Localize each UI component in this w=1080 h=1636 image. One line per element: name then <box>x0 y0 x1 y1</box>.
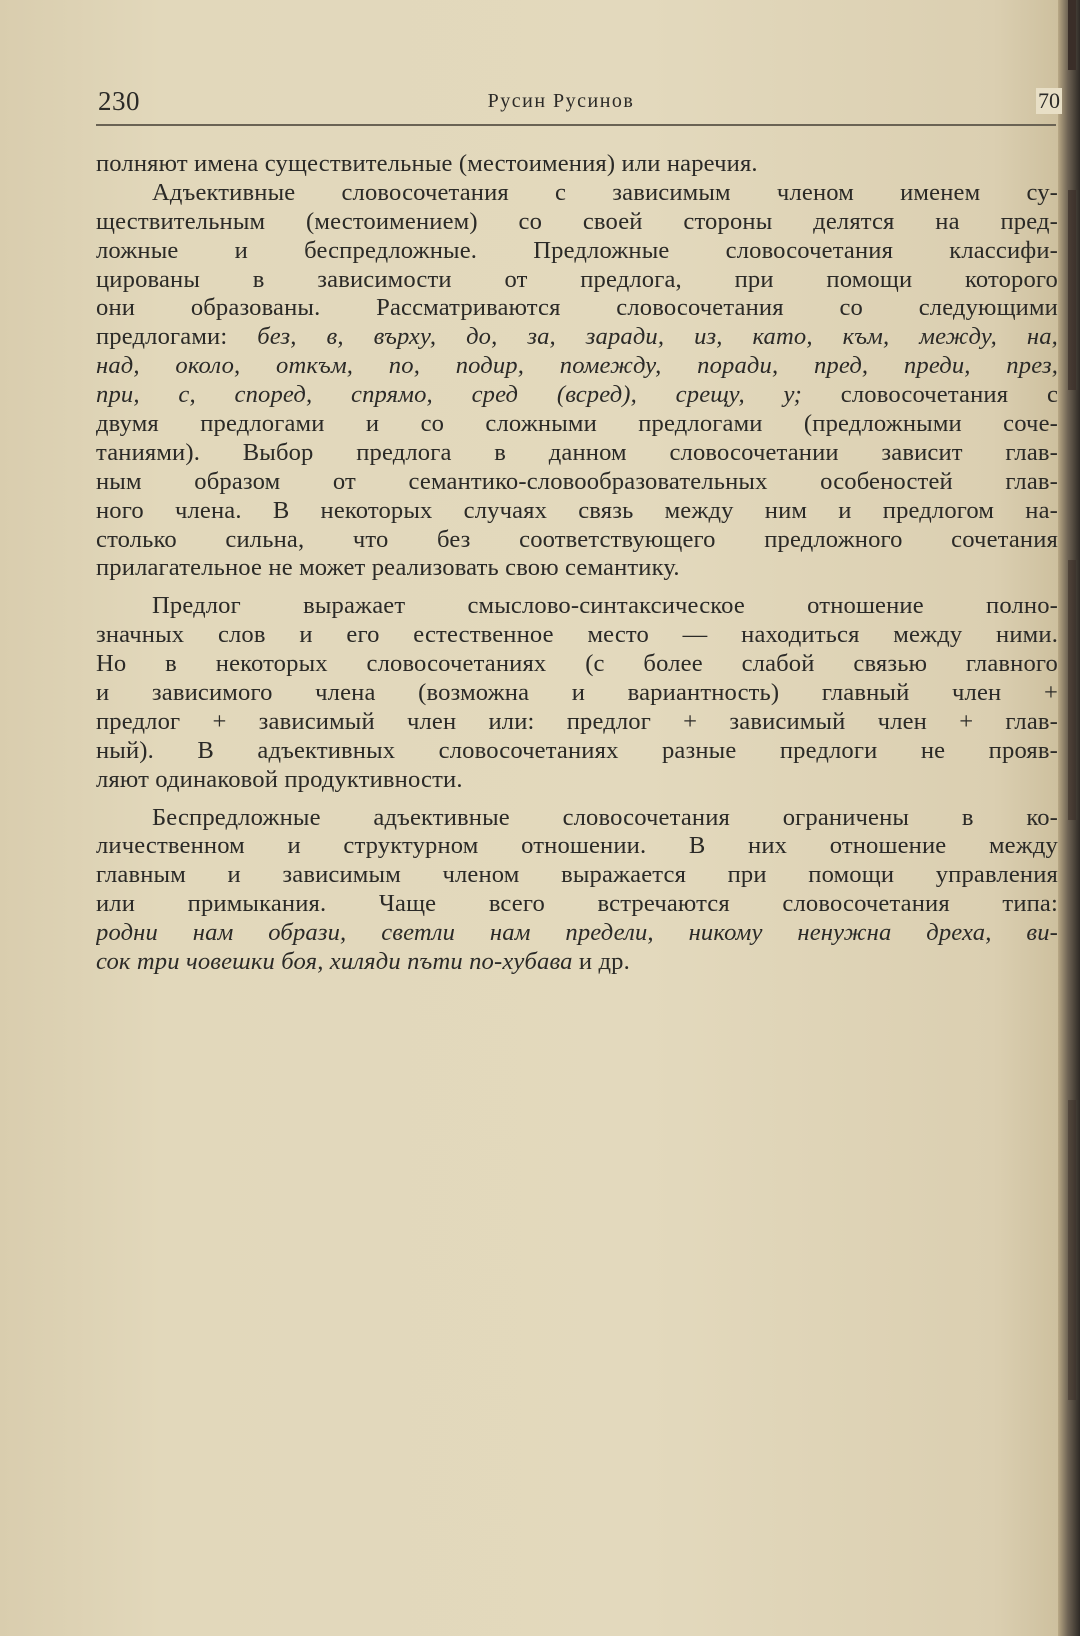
text-line: и зависимого члена (возможна и вариантность) главный член + <box>96 679 1058 707</box>
text-line: при, с, според, спрямо, сред (всред), срещу, у; словосочетания с <box>96 381 1058 409</box>
page-number: 230 <box>98 86 140 116</box>
paragraph <box>96 592 1058 794</box>
text-line: ным образом от семантико-словообразовательных особеностей глав- <box>96 467 1058 495</box>
text-line: ляют одинаковой продуктивности. <box>96 765 463 793</box>
paragraph <box>96 150 1058 179</box>
text-line: прилагательное не может реализовать свою семантику. <box>96 554 680 582</box>
text-line: или примыкания. Чаще всего встречаются словосочетания типа: <box>96 890 1058 918</box>
edge-tab-mark <box>1068 560 1076 820</box>
text-line: предлог + зависимый член или: предлог + зависимый член + глав- <box>96 707 1058 735</box>
text-line: цированы в зависимости от предлога, при помощи которого <box>96 265 1058 293</box>
text-line: ный). В адъективных словосочетаниях разные предлоги не прояв- <box>96 736 1058 764</box>
text-line: личественном и структурном отношении. В них отношение между <box>96 832 1058 860</box>
text-line: сок три човешки боя, хиляди пъти по-хубава и др. <box>96 948 630 976</box>
text-line: Предлог выражает смыслово-синтаксическое отношение полно- <box>152 592 1058 620</box>
text-line: полняют имена существительные (местоимения) или наречия. <box>96 150 758 177</box>
text-line: главным и зависимым членом выражается при помощи управления <box>96 861 1058 889</box>
body-text <box>96 150 1058 977</box>
text-line: Адъективные словосочетания с зависимым членом именем су- <box>152 178 1058 206</box>
page-edge-shadow <box>1058 0 1080 1636</box>
page-header <box>96 84 1066 120</box>
text-line: столько сильна, что без соответствующего предложного сочетания <box>96 525 1058 553</box>
text-line: двумя предлогами и со сложными предлогами (предложными соче- <box>96 410 1058 438</box>
edge-tab-mark <box>1068 0 1076 70</box>
paragraph <box>96 804 1058 977</box>
header-rule <box>96 124 1056 126</box>
text-line: значных слов и его естественное место — находиться между ними. <box>96 621 1058 649</box>
corner-tab-number: 70 <box>1038 88 1060 113</box>
text-line: над, около, откъм, по, подир, помежду, поради, пред, преди, през, <box>96 352 1058 380</box>
text-line: ществительным (местоимением) со своей стороны делятся на пред- <box>96 207 1058 235</box>
text-line: Беспредложные адъективные словосочетания ограничены в ко- <box>152 803 1058 831</box>
edge-tab-mark <box>1068 190 1076 390</box>
text-line: предлогами: без, в, върху, до, за, заради, из, като, към, между, на, <box>96 323 1058 351</box>
text-line: ложные и беспредложные. Предложные словосочетания классифи- <box>96 236 1058 264</box>
text-line: ного члена. В некоторых случаях связь между ним и предлогом на- <box>96 496 1058 524</box>
text-line: Но в некоторых словосочетаниях (с более слабой связью главного <box>96 650 1058 678</box>
edge-tab-mark <box>1068 1100 1076 1400</box>
paragraph <box>96 179 1058 583</box>
text-line: родни нам образи, светли нам предели, никому ненужна дреха, ви- <box>96 919 1058 947</box>
running-title: Русин Русинов <box>487 90 635 112</box>
text-line: таниями). Выбор предлога в данном словосочетании зависит глав- <box>96 438 1058 466</box>
text-line: они образованы. Рассматриваются словосочетания со следующими <box>96 294 1058 322</box>
